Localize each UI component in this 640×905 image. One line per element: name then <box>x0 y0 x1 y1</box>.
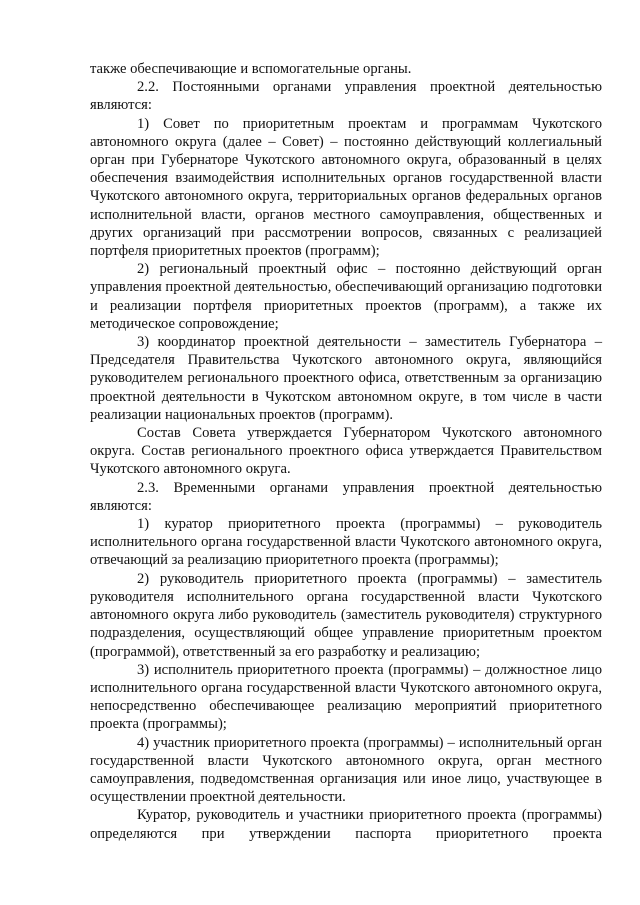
paragraph-participant: 4) участник приоритетного проекта (программы) – исполнительный орган государственной власти Чукотского автономного округа, орган местного самоуправления, подведомственная организация или иное лицо, участвующее в осуществлении проектной деятельности. <box>90 734 602 806</box>
paragraph-project-office: 2) региональный проектный офис – постоянно действующий орган управления проектной деятельностью, обеспечивающий организацию подготовки и реализации портфеля приоритетных проектов (программ), а также их методическое сопровождение; <box>90 261 602 332</box>
paragraph-project-head: 2) руководитель приоритетного проекта (программы) – заместитель руководителя исполнительного органа государственной власти Чукотского автономного округа либо руководитель (заместитель руководителя) структурного подразделения, осуществляющий общее управление приоритетным проектом (программой), ответственный за его разработку и реализацию; <box>90 570 602 660</box>
paragraph-curator: 1) куратор приоритетного проекта (программы) – руководитель исполнительного органа государственной власти Чукотского автономного округа, отвечающий за реализацию приоритетного проекта (программы); <box>90 516 602 569</box>
paragraph-council: 1) Совет по приоритетным проектам и программам Чукотского автономного округа (далее – Совет) – постоянно действующий коллегиальный орган при Губернаторе Чукотского автономного округа, образованный в целях обеспечения взаимодействия исполнительных органов государственной власти Чукотского автономного округа, территориальных органов федеральных органов исполнительной власти, органов местного самоуправления, общественных и других организаций при рассмотрении вопросов, связанных с реализацией портфеля приоритетных проектов (программ); <box>90 115 602 260</box>
paragraph-section-2-2: 2.2. Постоянными органами управления проектной деятельностью являются: <box>90 79 602 114</box>
paragraph-continuation: также обеспечивающие и вспомогательные органы. <box>90 61 412 77</box>
paragraph-council-composition: Состав Совета утверждается Губернатором Чукотского автономного округа. Состав регионального проектного офиса утверждается Правительством Чукотского автономного округа. <box>90 425 602 478</box>
paragraph-executor: 3) исполнитель приоритетного проекта (программы) – должностное лицо исполнительного органа государственной власти Чукотского автономного округа, непосредственно обеспечивающее реализацию мероприятий приоритетного проекта (программы); <box>90 661 602 733</box>
paragraph-final: Куратор, руководитель и участники приоритетного проекта (программы) определяются при утверждении паспорта приоритетного проекта <box>90 807 602 842</box>
paragraph-section-2-3: 2.3. Временными органами управления проектной деятельностью являются: <box>90 479 602 514</box>
document-page <box>90 60 602 843</box>
paragraph-coordinator: 3) координатор проектной деятельности – заместитель Губернатора – Председателя Правительства Чукотского автономного округа, являющийся руководителем регионального проектного офиса, ответственным за организацию проектной деятельности в Чукотском автономном округе, в том числе в части реализации национальных проектов (программ). <box>90 334 602 423</box>
